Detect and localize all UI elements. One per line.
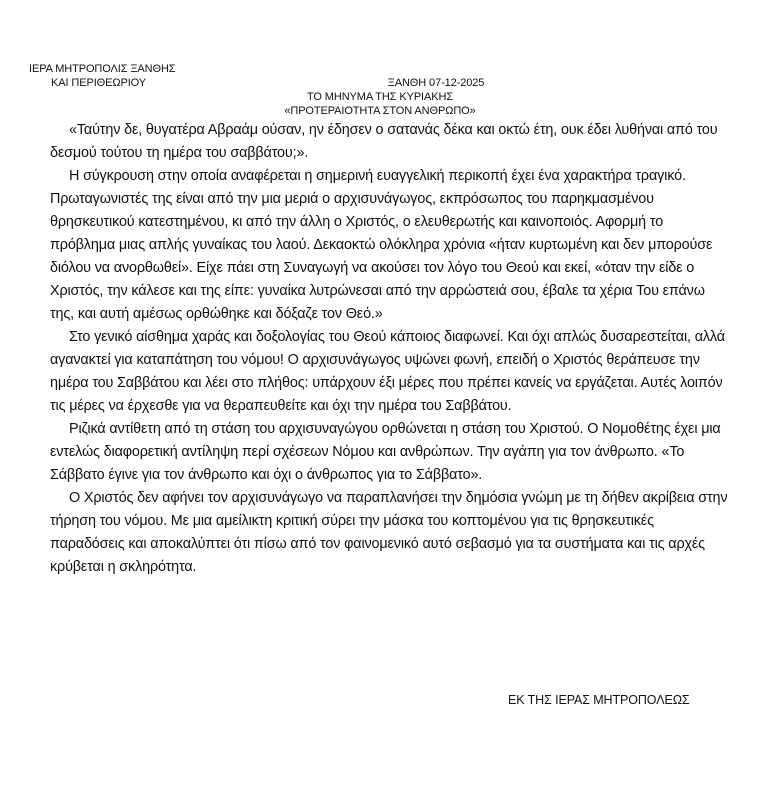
paragraph-3: Στο γενικό αίσθημα χαράς και δοξολογίας του Θεού κάποιος διαφωνεί. Και όχι απλώς δυσαρεστείται, αλλά αγανακτεί για καταπάτηση του νόμου! Ο αρχισυνάγωγος υψώνει φωνή, επειδή ο Χριστός θεράπευσε την ημέρα του Σαββάτου και λέει στο πλήθος: υπάρχουν έξι μέρες που πρέπει κανείς να εργάζεται. Αυτές λοιπόν τις μέρες να έρχεσθε για να θεραπευθείτε και όχι την ημέρα του Σαββάτου. — [50, 329, 725, 414]
issuer-block — [29, 62, 176, 90]
page-subtitle: «ΠΡΟΤΕΡΑΙΟΤΗΤΑ ΣΤΟΝ ΑΝΘΡΩΠΟ» — [284, 105, 476, 117]
issuer-region: ΚΑΙ ΠΕΡΙΘΕΩΡΙΟΥ — [51, 77, 147, 89]
issuer-name: ΙΕΡΑ ΜΗΤΡΟΠΟΛΙΣ ΞΑΝΘΗΣ — [29, 63, 176, 75]
paragraph-1: «Ταύτην δε, θυγατέρα Αβραάμ ούσαν, ην έδησεν ο σατανάς δέκα και οκτώ έτη, ουκ έδει λυθήναι από του δεσμού τούτου τη ημέρα του σαββάτου;». — [50, 122, 718, 161]
paragraph-2: Η σύγκρουση στην οποία αναφέρεται η σημερινή ευαγγελική περικοπή έχει ένα χαρακτήρα τραγικό. Πρωταγωνιστές της είναι από την μια μεριά ο αρχισυνάγωγος, εκπρόσωπος του παρηκμασμένου θρησκευτικού κατεστημένου, κι από την άλλη ο Χριστός, ο ελευθερωτής και καινοποιός. Αφορμή το πρόβλημα μιας απλής γυναίκας του λαού. Δεκαοκτώ ολόκληρα χρόνια «ήταν κυρτωμένη και δεν μπορούσε διόλου να ανορθωθεί». Είχε πάει στη Συναγωγή να ακούσει τον λόγο του Θεού και εκεί, «όταν την είδε ο Χριστός, την κάλεσε και της είπε: γυναίκα λυτρώνεσαι από την αρρώστειά σου, έβαλε τα χέρια Του επάνω της, και αυτή αμέσως ορθώθηκε και δόξαζε τον Θεό.» — [50, 168, 713, 322]
paragraph-5: Ο Χριστός δεν αφήνει τον αρχισυνάγωγο να παραπλανήσει την δημόσια γνώμη με τη δήθεν ακρίβεια στην τήρηση του νόμου. Με μια αμείλικτη κριτική σύρει την μάσκα του κοπτομένου για τις θρησκευτικές παραδόσεις και αποκαλύπτει ότι πίσω από τον φαινομενικό αυτό σεβασμό για τα συστήματα και τις αρχές κρύβεται η σκληρότητα. — [50, 490, 728, 575]
place-date: ΞΑΝΘΗ 07-12-2025 — [387, 77, 485, 89]
message-body — [50, 119, 730, 579]
paragraph-4: Ριζικά αντίθετη από τη στάση του αρχισυναγώγου ορθώνεται η στάση του Χριστού. Ο Νομοθέτης έχει μια εντελώς διαφορετική αντίληψη περί σχέσεων Νόμου και ανθρώπων. Την αγάπη για τον άνθρωπο. «Το Σάββατο έγινε για τον άνθρωπο και όχι ο άνθρωπος για το Σάββατο». — [50, 421, 721, 483]
title-block — [200, 76, 560, 118]
page-title: ΤΟ ΜΗΝΥΜΑ ΤΗΣ ΚΥΡΙΑΚΗΣ — [306, 91, 454, 103]
signature: ΕΚ ΤΗΣ ΙΕΡΑΣ ΜΗΤΡΟΠΟΛΕΩΣ — [508, 693, 690, 707]
